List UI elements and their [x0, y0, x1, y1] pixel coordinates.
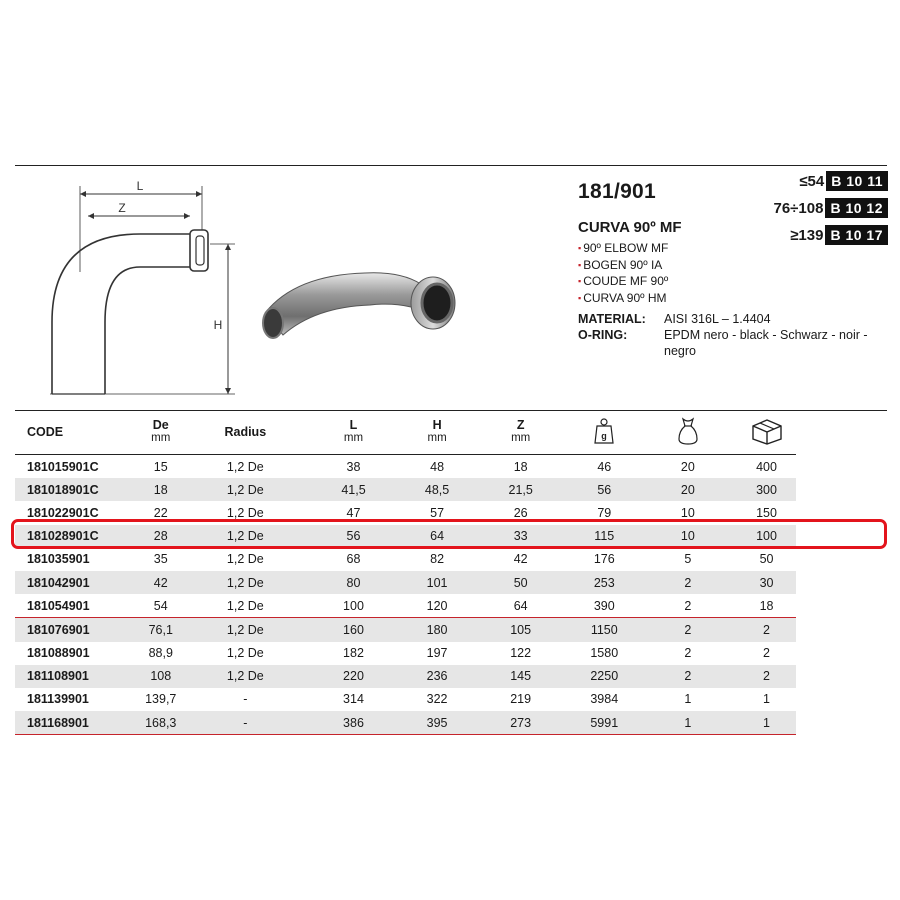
- table-cell: 35: [153, 552, 168, 567]
- cell-code: 181108901: [27, 669, 89, 684]
- table-cell: 219: [510, 692, 532, 707]
- col-l: [304, 419, 402, 445]
- cell-code: 181018901C: [27, 482, 99, 497]
- table-cell: 21,5: [508, 482, 533, 497]
- table-cell: 2: [684, 669, 692, 684]
- weight-unit: g: [601, 430, 608, 441]
- table-cell: 176: [593, 552, 615, 567]
- table-cell: 386: [343, 715, 364, 730]
- top-rule: [15, 165, 887, 166]
- elbow-product-photo: [255, 235, 465, 345]
- col-z: [472, 419, 570, 445]
- table-cell: 50: [759, 552, 774, 567]
- product-name: CURVA 90º MF: [578, 219, 682, 236]
- table-row: [15, 478, 796, 501]
- col-h: [403, 419, 472, 445]
- table-cell: 38: [346, 459, 361, 474]
- table-cell: 2: [684, 575, 692, 590]
- table-cell: 2: [684, 622, 692, 637]
- table-cell: 1: [763, 715, 770, 730]
- table-cell: 395: [426, 715, 448, 730]
- table-cell: 48: [430, 459, 445, 474]
- spec-list: [578, 311, 894, 359]
- size-badge: [748, 170, 888, 192]
- col-box-qty: [737, 417, 796, 448]
- table-cell: 314: [343, 692, 364, 707]
- table-cell: 1: [684, 715, 692, 730]
- table-row: [15, 617, 796, 641]
- badge-code: B 10 17: [825, 225, 888, 245]
- table-cell: 1,2 De: [226, 552, 264, 567]
- table-cell: 1,2 De: [226, 529, 264, 544]
- table-cell: 122: [510, 646, 532, 661]
- table-header: [15, 410, 796, 455]
- table-cell: 56: [346, 529, 361, 544]
- table-cell: -: [243, 692, 248, 707]
- table-cell: 1,2 De: [226, 598, 264, 613]
- table-cell: 1,2 De: [226, 459, 264, 474]
- size-badge: [748, 197, 888, 219]
- cell-code: 181035901: [27, 552, 90, 567]
- table-cell: 120: [426, 598, 448, 613]
- table-cell: 168,3: [145, 715, 177, 730]
- col-bag-qty: [639, 417, 737, 448]
- table-cell: 54: [153, 598, 168, 613]
- table-cell: 15: [153, 459, 168, 474]
- table-cell: 80: [346, 575, 361, 590]
- cell-code: 181088901: [27, 646, 90, 661]
- table-cell: 108: [150, 669, 172, 684]
- col-unit: mm: [151, 432, 171, 444]
- table-cell: 145: [510, 669, 532, 684]
- cell-code: 181139901: [27, 692, 89, 707]
- table-cell: 2: [763, 646, 770, 661]
- cell-code: 181042901: [27, 575, 90, 590]
- table-cell: 41,5: [341, 482, 366, 497]
- table-cell: 20: [680, 459, 695, 474]
- table-cell: 5991: [590, 715, 619, 730]
- table-cell: 68: [346, 552, 361, 567]
- table-cell: 42: [153, 575, 168, 590]
- col-title: Radius: [224, 424, 267, 439]
- table-cell: 2: [684, 598, 692, 613]
- table-cell: 1,2 De: [226, 482, 264, 497]
- col-title: H: [432, 418, 442, 432]
- table-cell: 18: [513, 459, 528, 474]
- table-cell: 50: [513, 575, 528, 590]
- table-cell: 220: [343, 669, 364, 684]
- table-row: [15, 711, 796, 735]
- table-cell: 2: [763, 622, 770, 637]
- label-Z: Z: [118, 201, 126, 215]
- badge-size: 76÷108: [773, 199, 824, 217]
- table-cell: 48,5: [424, 482, 450, 497]
- table-cell: 139,7: [145, 692, 177, 707]
- table-cell: 18: [153, 482, 168, 497]
- cell-code: 181168901: [27, 715, 89, 730]
- table-cell: 88,9: [148, 646, 173, 661]
- cell-code: 181015901C: [27, 459, 99, 474]
- table-cell: 1580: [590, 646, 619, 661]
- table-cell: 10: [680, 505, 695, 520]
- table-cell: 400: [756, 459, 777, 474]
- table-cell: 18: [759, 598, 774, 613]
- table-cell: 5: [684, 552, 692, 567]
- table-cell: 1,2 De: [226, 505, 264, 520]
- table-cell: 1,2 De: [226, 646, 264, 661]
- table-row: [15, 665, 796, 688]
- label-L: L: [136, 179, 144, 193]
- table-row: [15, 642, 796, 665]
- bag-icon: [677, 417, 699, 445]
- table-cell: 115: [594, 529, 615, 544]
- table-cell: -: [243, 715, 248, 730]
- table-cell: 236: [426, 669, 448, 684]
- table-cell: 1: [684, 692, 692, 707]
- col-unit: mm: [343, 432, 364, 444]
- table-cell: 160: [343, 622, 364, 637]
- table-row: [15, 455, 796, 478]
- table-cell: 273: [510, 715, 532, 730]
- table-row: [15, 594, 796, 617]
- badge-size: ≤54: [799, 172, 825, 190]
- table-cell: 42: [513, 552, 528, 567]
- col-code: [15, 426, 135, 439]
- table-cell: 2: [684, 646, 692, 661]
- table-cell: 46: [597, 459, 612, 474]
- translation-item: ▪ CURVA 90º HM: [578, 291, 668, 308]
- table-cell: 57: [430, 505, 445, 520]
- size-badge: [748, 224, 888, 246]
- name-translations: [578, 241, 668, 307]
- product-code: 181/901: [578, 180, 657, 203]
- table-cell: 182: [343, 646, 364, 661]
- table-cell: 100: [756, 529, 777, 544]
- translation-item: ▪ COUDE MF 90º: [578, 274, 668, 291]
- table-cell: 150: [756, 505, 777, 520]
- weight-icon: [594, 418, 614, 444]
- col-title: De: [152, 418, 169, 432]
- table-cell: 64: [513, 598, 528, 613]
- table-cell: 33: [513, 529, 528, 544]
- table-cell: 180: [426, 622, 448, 637]
- table-cell: 76,1: [148, 622, 173, 637]
- table-cell: 64: [430, 529, 445, 544]
- spec-label: O-RING:: [578, 328, 628, 342]
- table-cell: 100: [343, 598, 364, 613]
- table-cell: 20: [680, 482, 695, 497]
- table-cell: 101: [426, 575, 448, 590]
- col-radius: [186, 426, 304, 439]
- badge-size: ≥139: [790, 226, 824, 244]
- elbow-technical-drawing: [30, 172, 260, 397]
- table-cell: 197: [426, 646, 448, 661]
- table-cell: 1: [763, 692, 770, 707]
- col-de: [135, 419, 186, 445]
- col-title: CODE: [27, 424, 64, 439]
- table-body: [15, 455, 796, 735]
- table-cell: 56: [597, 482, 612, 497]
- table-cell: 1150: [590, 622, 618, 637]
- spec-value: EPDM nero - black - Schwarz - noir - negro: [664, 328, 868, 358]
- table-cell: 47: [346, 505, 361, 520]
- highlight-frame: [11, 519, 887, 549]
- table-row: [15, 548, 796, 571]
- table-cell: 322: [426, 692, 448, 707]
- cell-code: 181076901: [27, 622, 90, 637]
- spec-label: MATERIAL:: [578, 312, 646, 326]
- table-cell: 1,2 De: [226, 575, 264, 590]
- table-cell: 2: [763, 669, 770, 684]
- col-unit: mm: [511, 432, 531, 444]
- table-cell: 26: [513, 505, 528, 520]
- cell-code: 181022901C: [27, 505, 99, 520]
- col-title: Z: [516, 418, 525, 432]
- table-cell: 2250: [590, 669, 619, 684]
- badge-code: B 10 11: [826, 171, 888, 191]
- table-cell: 1,2 De: [226, 669, 264, 684]
- table-cell: 300: [756, 482, 777, 497]
- table-cell: 390: [593, 598, 615, 613]
- table-cell: 22: [153, 505, 168, 520]
- table-cell: 1,2 De: [226, 622, 264, 637]
- translation-item: ▪ 90º ELBOW MF: [578, 241, 668, 258]
- table-cell: 3984: [590, 692, 619, 707]
- spec-value: AISI 316L – 1.4404: [664, 312, 771, 326]
- table-cell: 105: [510, 622, 532, 637]
- table-row: [15, 571, 796, 594]
- translation-item: ▪ BOGEN 90º IA: [578, 258, 668, 275]
- table-cell: 253: [593, 575, 615, 590]
- col-weight: [570, 418, 639, 447]
- col-title: L: [349, 418, 358, 432]
- table-row: [15, 688, 796, 711]
- cell-code: 181054901: [27, 598, 90, 613]
- table-cell: 82: [430, 552, 445, 567]
- table-cell: 30: [759, 575, 774, 590]
- table-cell: 79: [597, 505, 612, 520]
- label-H: H: [213, 318, 223, 332]
- table-cell: 28: [153, 529, 168, 544]
- col-unit: mm: [427, 432, 447, 444]
- box-icon: [750, 417, 784, 445]
- table-cell: 10: [680, 529, 695, 544]
- size-badges: [748, 170, 888, 251]
- badge-code: B 10 12: [825, 198, 888, 218]
- cell-code: 181028901C: [27, 529, 99, 544]
- product-table: [15, 410, 796, 735]
